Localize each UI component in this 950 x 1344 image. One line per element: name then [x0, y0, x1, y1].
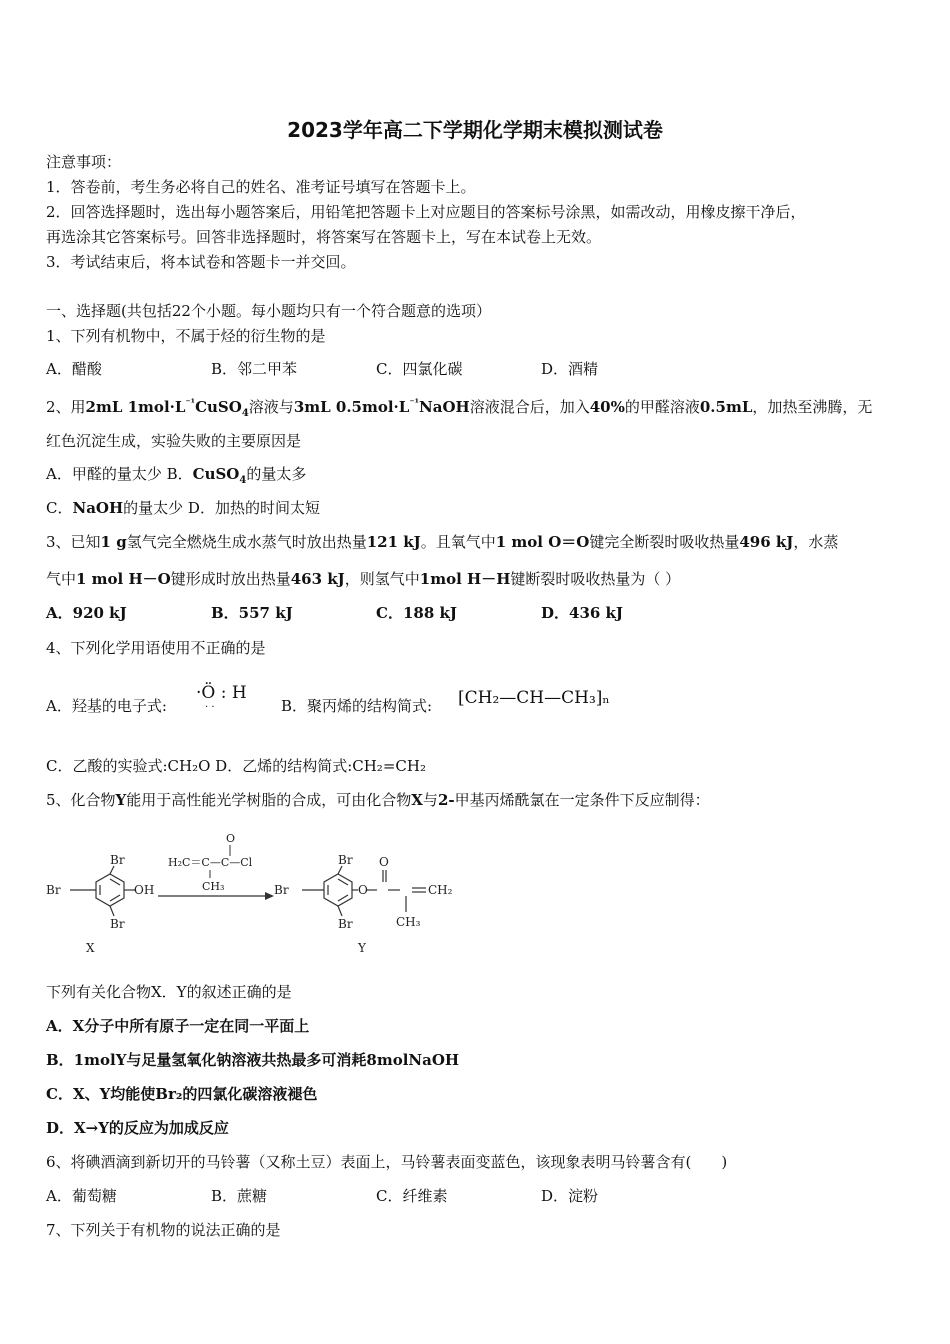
- hydroxyl-electron-formula: ·Ö : H: [196, 683, 247, 703]
- notice-item-1: 1．答卷前，考生务必将自己的姓名、准考证号填写在答题卡上。: [46, 178, 476, 196]
- section-heading: 一、选择题(共包括22个小题。每小题均只有一个符合题意的选项）: [46, 302, 491, 320]
- y-br-left: Br: [274, 883, 289, 897]
- question-3-stem-cont: 气中1 mol H－O键形成时放出热量463 kJ，则氢气中1mol H－H键断裂时吸收热量为（ ）: [46, 570, 681, 588]
- y-ester-o: O: [358, 883, 368, 897]
- question-6-stem: 6、将碘酒滴到新切开的马铃薯（又称土豆）表面上，马铃薯表面变蓝色，该现象表明马铃薯含有( ): [46, 1153, 728, 1171]
- question-5-option-a: A．X分子中所有原子一定在同一平面上: [46, 1017, 310, 1035]
- question-3-stem: 3、已知1 g氢气完全燃烧生成水蒸气时放出热量121 kJ。且氧气中1 mol O＝O键完全断裂时吸收热量496 kJ，水蒸: [46, 533, 839, 551]
- question-6-option-b: B．蔗糖: [211, 1187, 268, 1205]
- question-2-options-cd: C．NaOH的量太少 D．加热的时间太短: [46, 499, 320, 517]
- question-4-stem: 4、下列化学用语使用不正确的是: [46, 639, 266, 657]
- x-br-top: Br: [110, 853, 125, 867]
- question-5-option-b: B．1molY与足量氢氧化钠溶液共热最多可消耗8molNaOH: [46, 1051, 460, 1069]
- notice-item-2-cont: 再选涂其它答案标号。回答非选择题时，将答案写在答题卡上，写在本试卷上无效。: [46, 228, 602, 246]
- question-4-option-b: B．聚丙烯的结构简式:: [281, 697, 433, 715]
- question-2-stem-cont: 红色沉淀生成，实验失败的主要原因是: [46, 432, 302, 450]
- label-y: Y: [358, 941, 366, 955]
- reaction-scheme: [40, 830, 470, 960]
- polypropylene-formula: [CH₂—CH—CH₃]ₙ: [458, 688, 610, 708]
- question-5-sub-stem: 下列有关化合物X．Y的叙述正确的是: [46, 983, 292, 1001]
- notice-item-3: 3．考试结束后，将本试卷和答题卡一并交回。: [46, 253, 356, 271]
- notice-heading: 注意事项：: [46, 153, 122, 171]
- question-6-option-a: A．葡萄糖: [46, 1187, 117, 1205]
- y-br-top: Br: [338, 853, 353, 867]
- question-4-options-cd: C．乙酸的实验式:CH₂O D．乙烯的结构简式:CH₂=CH₂: [46, 757, 426, 775]
- question-3-option-b: B．557 kJ: [211, 604, 293, 622]
- notice-item-2: 2．回答选择题时，选出每小题答案后，用铅笔把答题卡上对应题目的答案标号涂黑，如需改动，用橡皮擦干净后，: [46, 203, 806, 221]
- question-4-option-a: A．羟基的电子式:: [46, 697, 167, 715]
- arrow-head: [265, 892, 274, 900]
- question-2-options-ab: A．甲醛的量太少 B．CuSO$_4$的量太多: [46, 465, 307, 486]
- reagent-carbonyl-o: O: [226, 832, 236, 845]
- x-br-left: Br: [46, 883, 61, 897]
- reagent-formula: H₂C＝C—C—Cl: [168, 856, 253, 869]
- y-br-bottom: Br: [338, 917, 353, 931]
- x-oh: OH: [134, 883, 155, 897]
- question-3-option-c: C．188 kJ: [376, 604, 457, 622]
- y-ch2: CH₂: [428, 883, 453, 897]
- question-1-stem: 1、下列有机物中，不属于烃的衍生物的是: [46, 327, 326, 345]
- label-x: X: [86, 941, 95, 955]
- question-3-option-d: D．436 kJ: [541, 604, 624, 622]
- question-7-stem: 7、下列关于有机物的说法正确的是: [46, 1221, 281, 1239]
- y-carbonyl-o: O: [379, 855, 389, 869]
- question-6-option-c: C．纤维素: [376, 1187, 448, 1205]
- question-5-option-c: C．X、Y均能使Br₂的四氯化碳溶液褪色: [46, 1085, 318, 1103]
- page-title: 2023学年高二下学期化学期末模拟测试卷: [287, 118, 663, 142]
- question-6-option-d: D．淀粉: [541, 1187, 599, 1205]
- y-ch3: CH₃: [396, 915, 421, 929]
- question-2-stem: 2、用2mL $1mol\cdot L^{^{-1}}CuSO_4$溶液与3mL $0.5mol\cdot L^{^{-1}}NaOH$溶液混合后，加入40%的甲醛溶液0.5mL，加热至沸腾，无: [46, 398, 873, 419]
- question-5-stem: 5、化合物Y能用于高性能光学树脂的合成，可由化合物X与2-甲基丙烯酰氯在一定条件下反应制得：: [46, 791, 710, 809]
- question-1-option-a: A．醋酸: [46, 360, 102, 378]
- benzene-ring-x: [70, 866, 135, 916]
- question-3-option-a: A．920 kJ: [46, 604, 127, 622]
- question-1-option-b: B．邻二甲苯: [211, 360, 298, 378]
- question-1-option-c: C．四氯化碳: [376, 360, 463, 378]
- question-1-option-d: D．酒精: [541, 360, 599, 378]
- reagent-methyl: CH₃: [202, 880, 225, 893]
- x-br-bottom: Br: [110, 917, 125, 931]
- question-5-option-d: D．X→Y的反应为加成反应: [46, 1119, 229, 1137]
- electron-dots: · ·: [205, 702, 215, 713]
